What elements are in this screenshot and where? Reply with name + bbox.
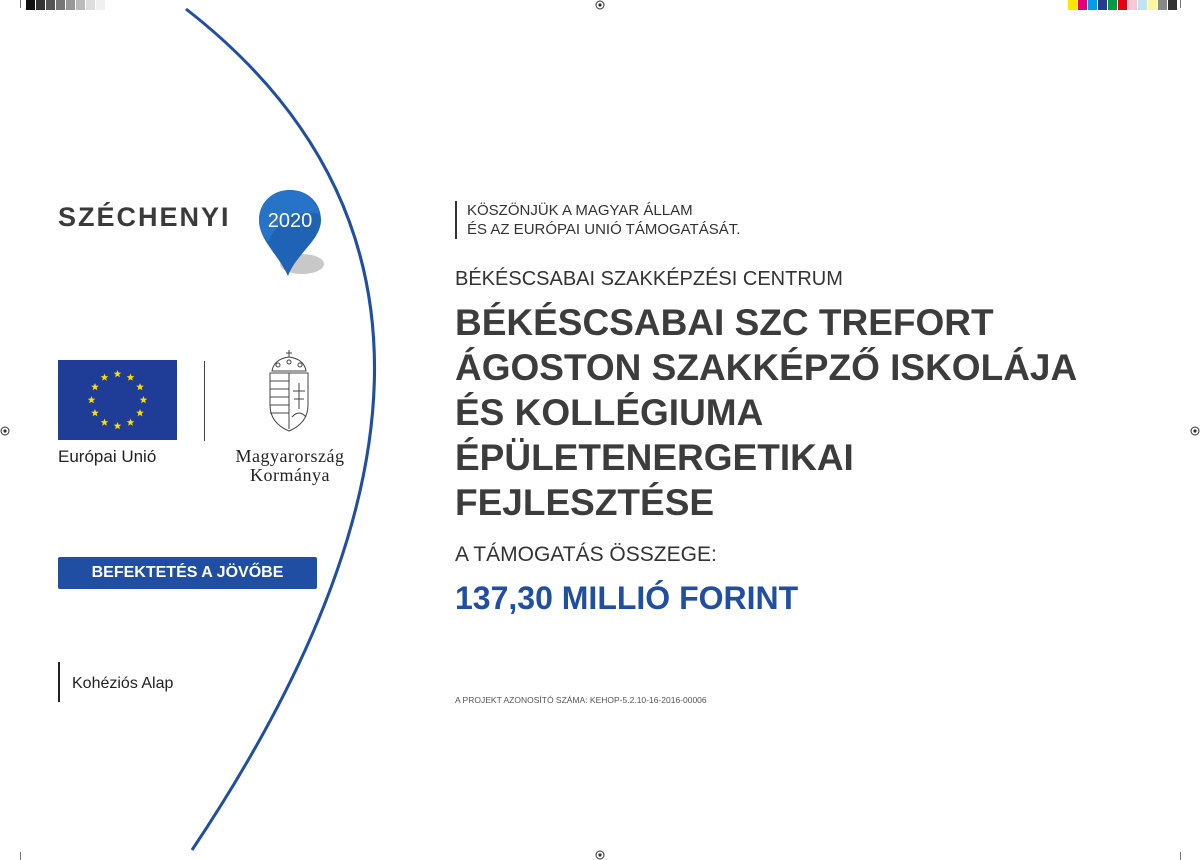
logo-divider bbox=[204, 361, 205, 441]
eu-star-icon bbox=[101, 419, 109, 426]
eu-star-icon bbox=[140, 396, 148, 403]
investment-slogan-banner: BEFEKTETÉS A JÖVŐBE bbox=[58, 557, 317, 589]
fund-divider bbox=[58, 662, 60, 702]
project-title-line: ÉPÜLETENERGETIKAI bbox=[455, 437, 854, 478]
thanks-line1: KÖSZÖNJÜK A MAGYAR ÁLLAM bbox=[467, 202, 693, 219]
thanks-divider bbox=[455, 201, 457, 239]
eu-star-icon bbox=[127, 373, 135, 380]
location-pin-icon bbox=[256, 188, 324, 280]
support-amount: 137,30 MILLIÓ FORINT bbox=[455, 580, 799, 616]
project-title bbox=[455, 300, 1155, 525]
project-title-line: ÉS KOLLÉGIUMA bbox=[455, 392, 764, 433]
support-amount-label: A TÁMOGATÁS ÖSSZEGE: bbox=[455, 543, 717, 566]
eu-label: Európai Unió bbox=[58, 447, 157, 466]
eu-star-icon bbox=[91, 409, 99, 416]
eu-star-icon bbox=[136, 409, 144, 416]
eu-flag-icon bbox=[58, 360, 177, 440]
eu-star-icon bbox=[114, 422, 122, 429]
eu-star-icon bbox=[101, 373, 109, 380]
project-title-line: BÉKÉSCSABAI SZC TREFORT bbox=[455, 302, 994, 343]
project-title-line: FEJLESZTÉSE bbox=[455, 482, 715, 523]
thanks-line2: ÉS AZ EURÓPAI UNIÓ TÁMOGATÁSÁT. bbox=[467, 221, 741, 238]
government-label-line2: Kormánya bbox=[250, 465, 330, 485]
project-title-line: ÁGOSTON SZAKKÉPZŐ ISKOLÁJA bbox=[455, 347, 1078, 388]
project-id: A PROJEKT AZONOSÍTÓ SZÁMA: KEHOP-5.2.10-16-2016-00006 bbox=[455, 695, 707, 705]
thanks-text bbox=[467, 201, 740, 239]
government-label-line1: Magyarország bbox=[235, 446, 345, 466]
eu-star-icon bbox=[91, 383, 99, 390]
beneficiary-name: BÉKÉSCSABAI SZAKKÉPZÉSI CENTRUM bbox=[455, 268, 843, 290]
fund-name: Kohéziós Alap bbox=[72, 675, 174, 692]
coat-of-arms-icon bbox=[264, 349, 314, 433]
government-label bbox=[212, 447, 368, 485]
eu-star-icon bbox=[88, 396, 96, 403]
program-year-label: 2020 bbox=[267, 210, 313, 232]
eu-star-icon bbox=[114, 370, 122, 377]
eu-star-icon bbox=[127, 419, 135, 426]
program-logo-text: SZÉCHENYI bbox=[58, 202, 231, 232]
eu-star-icon bbox=[136, 383, 144, 390]
